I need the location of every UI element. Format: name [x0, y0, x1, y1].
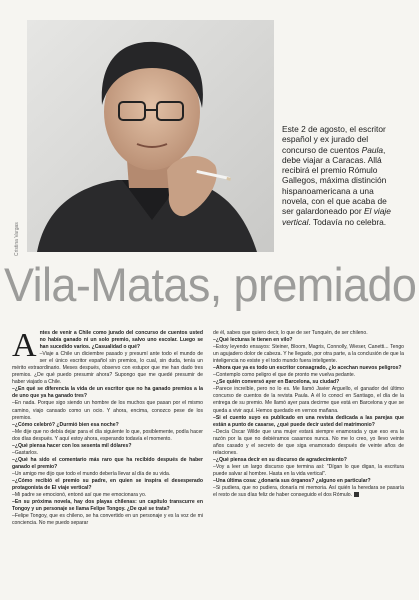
- interview-question: –¿Qué ha sido el comentario más raro que ha recibido después de haber ganado el premio?: [12, 456, 203, 470]
- article-column-left: [12, 327, 203, 527]
- interview-answer: –Voy a leer un largo discurso que termina así: "Dígan lo que digan, la escritura puede salvar al hombre. Hasta en la vida vertical".: [213, 463, 404, 477]
- end-of-article-mark: [354, 492, 359, 497]
- article-lead: Antes de venir a Chile como jurado del concurso de cuentos usted no había ganado ni un solo premio, salvo uno escolar. Luego se han sucedido varios. ¿Casualidad o qué?: [12, 327, 203, 364]
- author-portrait-photo: [27, 20, 274, 252]
- interview-question: –¿Cómo celebró? ¿Durmió bien esa noche?: [12, 421, 119, 428]
- interview-question: –¿En qué se diferencia la vida de un escritor que no ha ganado premios a la de uno que ya ha ganado tres?: [12, 386, 203, 400]
- interview-answer: –Viaje a Chile un diciembre pasado y presumí ante todo el mundo de ser el único escritor español sin premios, lo cual, sin duda, tenía un mérito extraordinario. Meses después, observo con estupor que me han dado tres premios. ¿De qué puedo presumir ahora? Supongo que me quedé presumir de haber viajado a Chile.: [12, 351, 203, 386]
- interview-answer: –Contemplo como peligro el que de pronto me vuelva pedante.: [213, 372, 356, 379]
- photo-caption: Este 2 de agosto, el escritor español y ex jurado del concurso de cuentos Paula, debe viajar a Caracas. Allá recibirá el premio Rómulo Gallegos, máxima distinción hispanoamericana a una novela, con el que acaba de ser galardoneado por El viaje vertical. Todavía no celebra.: [282, 124, 391, 227]
- drop-cap: A: [12, 327, 37, 364]
- interview-answer: –Un amigo me dijo que todo el mundo debería llevar al día de su vida.: [12, 470, 171, 477]
- interview-question: –¿Se quién conversó ayer en Barcelona, su ciudad?: [213, 379, 340, 386]
- contest-name: Paula: [361, 144, 384, 155]
- interview-answer: –Decía Oscar Wilde que una mujer estará siempre enamorada y que eso era la razón por la que no debiéramos casarnos nunca. No me lo creo, yo llevo veinte años casado y el secreto de que siga enamorado después de veinte años de relaciones.: [213, 428, 404, 456]
- interview-question: –¿Cómo recibió el premio su padre, en quien se inspira el desesperado protagonista de El viaje vertical?: [12, 477, 203, 492]
- interview-question: –Si el cuento suyo es publicado en una revista dedicada a las parejas que están a punto de casarse, ¿qué puede decir usted del matrimonio?: [213, 414, 404, 428]
- photo-credit-text: Cristina Vargas: [14, 222, 20, 256]
- interview-question: –Ahora que ya es todo un escritor consagrado, ¿lo acechan nuevos peligros?: [213, 365, 402, 372]
- interview-answer: –Mi padre se emocionó, entonó así que me emocionara yo.: [12, 492, 147, 499]
- interview-answer: de él, sabes que quiero decir, lo que de ser Tunquén, de ser chileno.: [213, 330, 368, 336]
- interview-answer: –Felipe Tongoy, que es chileno, se ha convertido en un personaje y es la voz de mi conciencia. No me puedo separar: [12, 513, 203, 527]
- interview-answer: –En nada. Porque sigo siendo un hombre de los muchos que pasan por el mismo camino, viajo cansado como un ocio. Y ahora, encima, conozco pese de los premios.: [12, 400, 203, 421]
- interview-question: –¿Qué lecturas le tienen en vilo?: [213, 337, 293, 344]
- interview-answer: –Si pudiera, que no pudiera, donaría mi memoria. Así quién la heredara se pasaría el resto de sus días feliz de haber conseguido el dos Rómulo.: [213, 485, 404, 499]
- article-headline: Vila-Matas, premiado: [4, 258, 417, 312]
- interview-question: –¿Qué piensa decir en su discurso de agradecimiento?: [213, 456, 347, 463]
- book-title: El viaje vertical: [282, 206, 391, 227]
- interview-answer: –Gastarlos.: [12, 449, 39, 456]
- interview-question: –En su próxima novela, hay dos playas chilenas: un capítulo transcurre en Tongoy y un personaje se llama Felipe Tongoy. ¿De qué se trata?: [12, 499, 203, 513]
- interview-answer: –Parece increíble, pero no lo es. Me llamó Javier Arguello, el ganador del último concurso de cuentos de la revista Paula. A él lo conocí en Santiago, el día de la entrega de su premio. Me llamó ayer para decirme que está en Barcelona y que se queda a vivir aquí. Hemos quedado en vernos mañana.: [213, 386, 404, 414]
- interview-answer: –Me dije que no debía dejar para el día siguiente lo que, posiblemente, podía hacer dos días después. Y aquí estoy ahora, esperando todavía el momento.: [12, 428, 203, 442]
- photo-credit: [14, 208, 24, 256]
- interview-answer: –Estoy leyendo ensayos: Steiner, Bloom, Magris, Connolly, Wieser, Canetti... Tengo un agujadero dolor de cabeza. Y he llegado, por otra parte, a la conclusión de que la inteligencia no existe y el todo mundo fuera inteligente.: [213, 344, 404, 365]
- article-column-right: [213, 330, 404, 499]
- interview-question: –Una última cosa: ¿donaría sus órganos? ¿alguno en particular?: [213, 477, 371, 484]
- interview-question: –¿Qué piensa hacer con los sesenta mil dólares?: [12, 442, 132, 449]
